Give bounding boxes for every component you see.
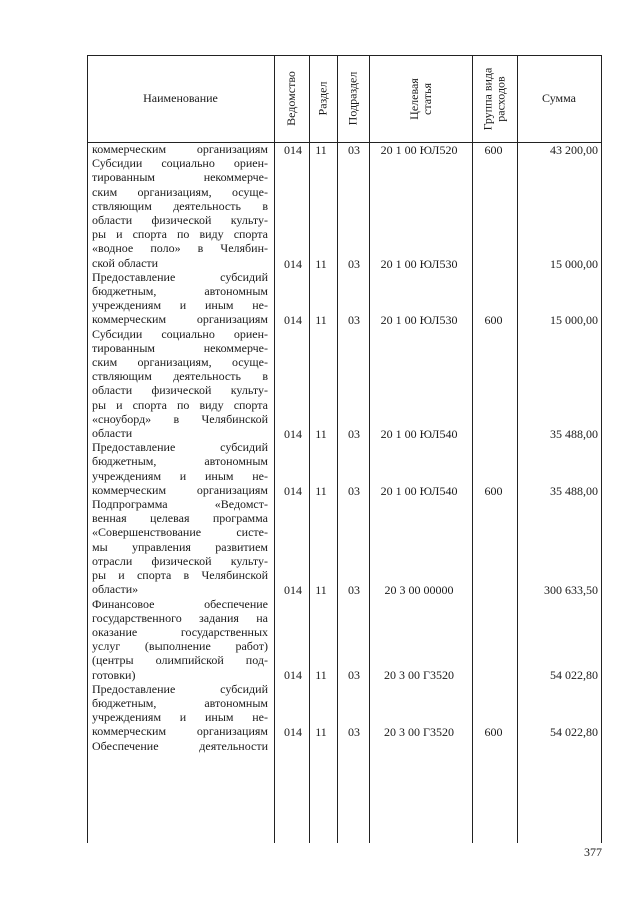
cell-razdel: 11	[315, 668, 327, 683]
name-line: Предоставление субсидий	[92, 440, 268, 455]
cell-summa: 54 022,80	[550, 668, 598, 683]
header-gruppa	[472, 55, 517, 142]
name-line: государственного задания на	[92, 610, 268, 625]
cell-summa: 15 000,00	[550, 313, 598, 328]
header-name-label: Наименование	[143, 91, 218, 105]
name-line: ры и спорта по виду спорта	[92, 397, 268, 412]
cell-podrazdel: 03	[348, 483, 360, 498]
name-line: ры и спорта в Челябинской	[92, 568, 268, 583]
name-line: бюджетным, автономным	[92, 284, 268, 299]
header-gruppa-label	[482, 67, 508, 130]
name-line: коммерческим организациям	[92, 142, 268, 156]
name-line: отрасли физической культу-	[92, 553, 268, 568]
name-line: Обеспечение деятельности	[92, 738, 268, 753]
name-line: учреждениям и иным не-	[92, 468, 268, 483]
header-podrazdel	[337, 55, 369, 142]
header-name	[87, 55, 274, 142]
header-celevaya-line2: статья	[419, 82, 434, 115]
cell-podrazdel: 03	[348, 313, 360, 328]
cell-podrazdel: 03	[348, 256, 360, 271]
cell-celevaya: 20 1 00 ЮЛ540	[380, 427, 458, 441]
cell-celevaya: 20 3 00 00000	[384, 583, 454, 598]
header-celevaya-label	[407, 78, 433, 120]
cell-ved: 014	[284, 256, 302, 271]
name-line: учреждениям и иным не-	[92, 710, 268, 725]
name-line: тированным некоммерче-	[92, 340, 268, 355]
cell-ved: 014	[284, 583, 302, 598]
cell-podrazdel: 03	[348, 725, 360, 740]
cell-ved: 014	[284, 427, 302, 441]
name-line: области	[92, 426, 133, 441]
budget-table	[87, 55, 602, 843]
name-line: Субсидии социально ориен-	[92, 326, 268, 341]
cell-razdel: 11	[315, 483, 327, 498]
name-line: Субсидии социально ориен-	[92, 156, 268, 171]
name-line: услуг (выполнение работ)	[92, 639, 268, 654]
cell-celevaya: 20 3 00 Г3520	[384, 725, 454, 740]
header-celevaya-line1: Целевая	[406, 77, 421, 120]
cell-podrazdel: 03	[348, 143, 360, 157]
table-body	[87, 142, 602, 843]
header-gruppa-line1: Группа вида	[480, 67, 495, 130]
cell-razdel: 11	[315, 143, 327, 157]
name-line: Предоставление субсидий	[92, 681, 268, 696]
cell-gruppa: 600	[484, 483, 503, 498]
cell-podrazdel: 03	[348, 583, 360, 598]
name-line: ским организациям, осуще-	[92, 355, 268, 370]
name-line: бюджетным, автономным	[92, 695, 268, 710]
name-line: готовки)	[92, 667, 136, 682]
cell-celevaya: 20 3 00 Г3520	[384, 668, 454, 683]
name-line: ской области	[92, 255, 159, 270]
cell-podrazdel: 03	[348, 668, 360, 683]
name-line: коммерческим организациям	[92, 724, 268, 739]
name-line: коммерческим организациям	[92, 482, 268, 497]
cell-razdel: 11	[315, 583, 327, 598]
cell-gruppa: 600	[484, 313, 503, 328]
name-line: области физической культу-	[92, 383, 268, 398]
cell-ved: 014	[284, 725, 302, 740]
cell-celevaya: 20 1 00 ЮЛ530	[380, 313, 458, 328]
cell-ved: 014	[284, 313, 302, 328]
name-line: Финансовое обеспечение	[92, 596, 268, 611]
header-ved-label: Ведомство	[284, 71, 299, 126]
name-line: оказание государственных	[92, 624, 268, 639]
cell-summa: 300 633,50	[544, 583, 598, 598]
cell-celevaya: 20 1 00 ЮЛ520	[380, 143, 458, 157]
cell-summa: 43 200,00	[550, 143, 598, 157]
cell-gruppa: 600	[484, 143, 503, 157]
header-razdel	[309, 55, 337, 142]
name-line: коммерческим организациям	[92, 312, 268, 327]
page-number: 377	[584, 845, 602, 859]
cell-gruppa: 600	[484, 725, 503, 740]
cell-podrazdel: 03	[348, 427, 360, 441]
name-line: ры и спорта по виду спорта	[92, 227, 268, 242]
name-column	[92, 142, 268, 753]
name-line: «Совершенствование систе-	[92, 525, 268, 540]
name-line: тированным некоммерче-	[92, 170, 268, 185]
name-line: ствляющим деятельность в	[92, 369, 268, 384]
cell-summa: 15 000,00	[550, 256, 598, 271]
name-line: мы управления развитием	[92, 539, 268, 554]
name-line: (центры олимпийской под-	[92, 653, 268, 668]
header-razdel-label: Раздел	[315, 81, 330, 116]
cell-ved: 014	[284, 668, 302, 683]
name-line: Предоставление субсидий	[92, 269, 268, 284]
cell-razdel: 11	[315, 256, 327, 271]
cell-celevaya: 20 1 00 ЮЛ540	[380, 483, 458, 498]
header-podrazdel-label: Подраздел	[345, 71, 360, 126]
cell-razdel: 11	[315, 725, 327, 740]
cell-razdel: 11	[315, 427, 327, 441]
header-summa-label: Сумма	[542, 91, 576, 105]
name-line: области»	[92, 582, 139, 597]
name-line: «водное поло» в Челябин-	[92, 241, 268, 256]
name-line: области физической культу-	[92, 213, 268, 228]
name-line: бюджетным, автономным	[92, 454, 268, 469]
header-celevaya	[369, 55, 472, 142]
name-line: венная целевая программа	[92, 511, 268, 526]
name-line: учреждениям и иным не-	[92, 298, 268, 313]
cell-razdel: 11	[315, 313, 327, 328]
cell-ved: 014	[284, 483, 302, 498]
name-line: «сноуборд» в Челябинской	[92, 411, 268, 426]
header-gruppa-line2: расходов	[493, 75, 508, 122]
header-summa	[517, 55, 601, 142]
cell-summa: 54 022,80	[550, 725, 598, 740]
name-line: ским организациям, осуще-	[92, 184, 268, 199]
cell-summa: 35 488,00	[550, 483, 598, 498]
header-ved	[274, 55, 309, 142]
cell-summa: 35 488,00	[550, 427, 598, 441]
name-line: Подпрограмма «Ведомст-	[92, 497, 268, 512]
cell-celevaya: 20 1 00 ЮЛ530	[380, 256, 458, 271]
name-line: ствляющим деятельность в	[92, 198, 268, 213]
cell-ved: 014	[284, 143, 302, 157]
